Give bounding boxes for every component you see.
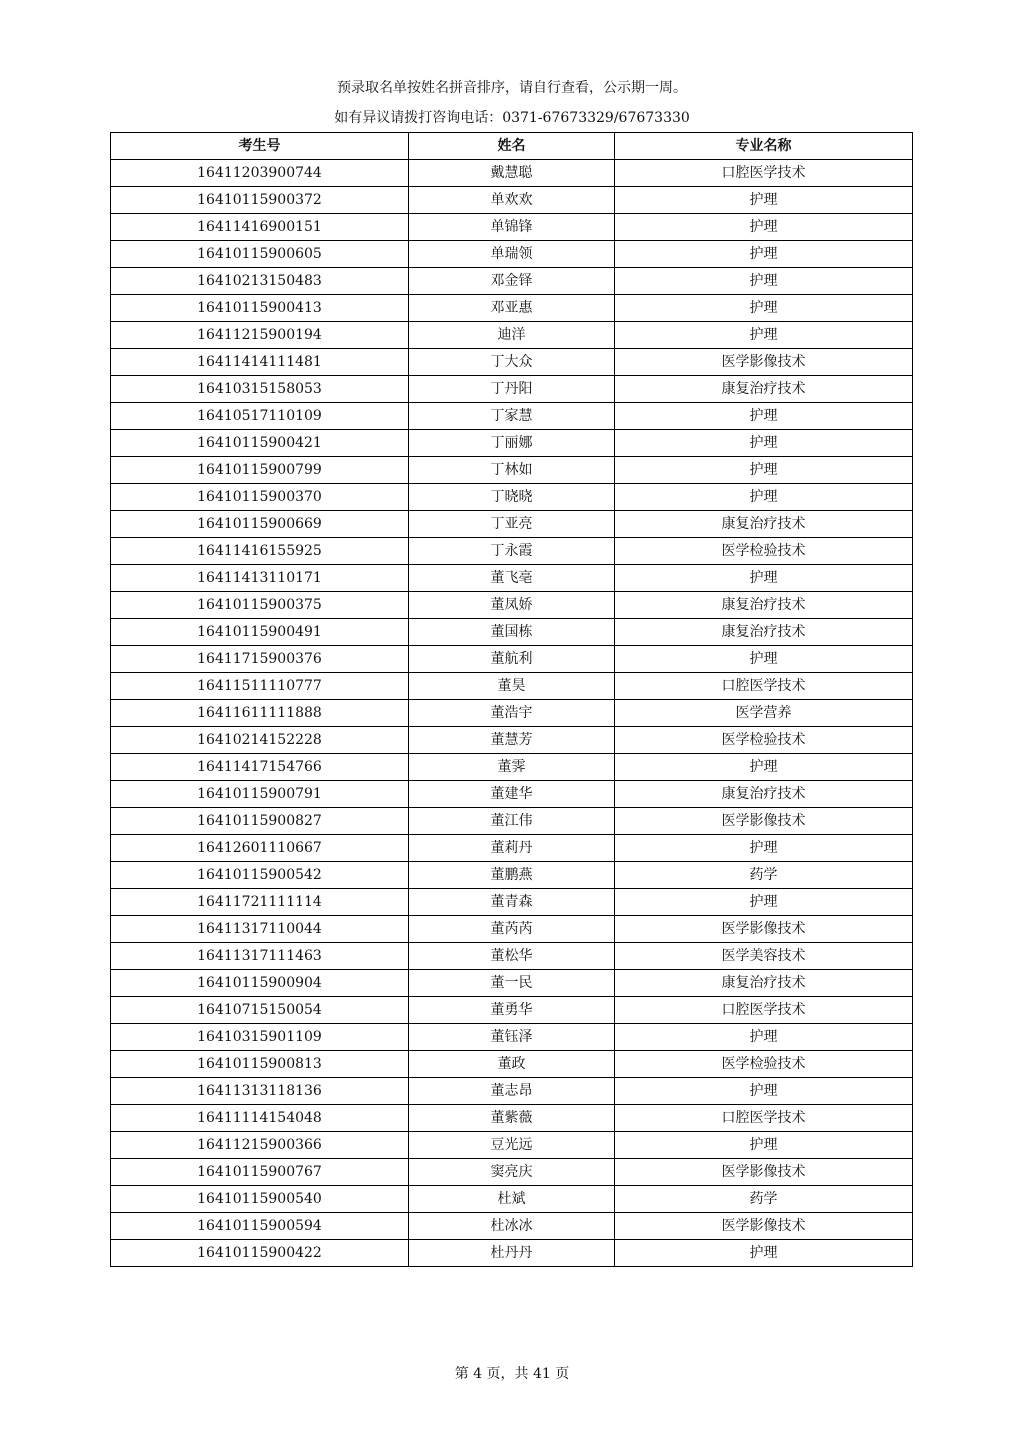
name-cell: 邓亚惠: [409, 295, 615, 322]
table-row: [111, 538, 913, 565]
name-cell: 董建华: [409, 781, 615, 808]
exam-number-cell: 16410115900421: [111, 430, 409, 457]
name-cell: 董昊: [409, 673, 615, 700]
name-cell: 董政: [409, 1051, 615, 1078]
name-cell: 董志昂: [409, 1078, 615, 1105]
exam-number-cell: 16410115900594: [111, 1213, 409, 1240]
exam-number-cell: 16410115900799: [111, 457, 409, 484]
name-cell: 董莉丹: [409, 835, 615, 862]
exam-number-cell: 16410115900413: [111, 295, 409, 322]
column-header-exam-number: 考生号: [111, 133, 409, 160]
table-row: [111, 673, 913, 700]
major-cell: 医学影像技术: [615, 349, 913, 376]
name-cell: 杜丹丹: [409, 1240, 615, 1267]
name-cell: 董勇华: [409, 997, 615, 1024]
table-row: [111, 187, 913, 214]
table-row: [111, 1105, 913, 1132]
major-cell: 护理: [615, 1078, 913, 1105]
major-cell: 药学: [615, 862, 913, 889]
name-cell: 迪洋: [409, 322, 615, 349]
table-row: [111, 1159, 913, 1186]
exam-number-cell: 16410115900375: [111, 592, 409, 619]
table-row: [111, 1132, 913, 1159]
exam-number-cell: 16411413110171: [111, 565, 409, 592]
exam-number-cell: 16410115900605: [111, 241, 409, 268]
major-cell: 医学影像技术: [615, 916, 913, 943]
exam-number-cell: 16410115900791: [111, 781, 409, 808]
table-body: [111, 160, 913, 1267]
major-cell: 口腔医学技术: [615, 673, 913, 700]
exam-number-cell: 16411114154048: [111, 1105, 409, 1132]
exam-number-cell: 16410315158053: [111, 376, 409, 403]
major-cell: 医学美容技术: [615, 943, 913, 970]
table-row: [111, 511, 913, 538]
name-cell: 董航利: [409, 646, 615, 673]
exam-number-cell: 16410115900422: [111, 1240, 409, 1267]
table-row: [111, 754, 913, 781]
table-row: [111, 943, 913, 970]
table-row: [111, 403, 913, 430]
name-cell: 董霁: [409, 754, 615, 781]
exam-number-cell: 16410115900669: [111, 511, 409, 538]
name-cell: 丁林如: [409, 457, 615, 484]
table-row: [111, 808, 913, 835]
table-row: [111, 1240, 913, 1267]
major-cell: 医学影像技术: [615, 1159, 913, 1186]
name-cell: 董紫薇: [409, 1105, 615, 1132]
name-cell: 董松华: [409, 943, 615, 970]
major-cell: 医学影像技术: [615, 808, 913, 835]
major-cell: 护理: [615, 403, 913, 430]
name-cell: 窦亮庆: [409, 1159, 615, 1186]
major-cell: 护理: [615, 484, 913, 511]
exam-number-cell: 16411611111888: [111, 700, 409, 727]
major-cell: 口腔医学技术: [615, 997, 913, 1024]
name-cell: 董凤娇: [409, 592, 615, 619]
table-row: [111, 700, 913, 727]
major-cell: 医学营养: [615, 700, 913, 727]
name-cell: 董青森: [409, 889, 615, 916]
major-cell: 护理: [615, 889, 913, 916]
name-cell: 单欢欢: [409, 187, 615, 214]
column-header-name: 姓名: [409, 133, 615, 160]
major-cell: 护理: [615, 430, 913, 457]
exam-number-cell: 16410115900372: [111, 187, 409, 214]
major-cell: 护理: [615, 322, 913, 349]
exam-number-cell: 16412601110667: [111, 835, 409, 862]
name-cell: 董一民: [409, 970, 615, 997]
exam-number-cell: 16411313118136: [111, 1078, 409, 1105]
major-cell: 护理: [615, 1132, 913, 1159]
major-cell: 医学影像技术: [615, 1213, 913, 1240]
exam-number-cell: 16410715150054: [111, 997, 409, 1024]
exam-number-cell: 16411417154766: [111, 754, 409, 781]
major-cell: 护理: [615, 187, 913, 214]
table-row: [111, 241, 913, 268]
name-cell: 杜斌: [409, 1186, 615, 1213]
table-row: [111, 322, 913, 349]
exam-number-cell: 16410115900542: [111, 862, 409, 889]
table-row: [111, 781, 913, 808]
name-cell: 豆光远: [409, 1132, 615, 1159]
name-cell: 董国栋: [409, 619, 615, 646]
exam-number-cell: 16411721111114: [111, 889, 409, 916]
table-row: [111, 376, 913, 403]
exam-number-cell: 16411215900366: [111, 1132, 409, 1159]
exam-number-cell: 16411715900376: [111, 646, 409, 673]
name-cell: 丁家慧: [409, 403, 615, 430]
major-cell: 护理: [615, 214, 913, 241]
column-header-major: 专业名称: [615, 133, 913, 160]
exam-number-cell: 16411414111481: [111, 349, 409, 376]
major-cell: 药学: [615, 1186, 913, 1213]
major-cell: 护理: [615, 241, 913, 268]
name-cell: 杜冰冰: [409, 1213, 615, 1240]
table-row: [111, 430, 913, 457]
exam-number-cell: 16410213150483: [111, 268, 409, 295]
name-cell: 单锦锋: [409, 214, 615, 241]
name-cell: 董芮芮: [409, 916, 615, 943]
major-cell: 口腔医学技术: [615, 1105, 913, 1132]
table-row: [111, 160, 913, 187]
name-cell: 丁大众: [409, 349, 615, 376]
name-cell: 董钰泽: [409, 1024, 615, 1051]
major-cell: 护理: [615, 646, 913, 673]
table-row: [111, 619, 913, 646]
name-cell: 丁永霞: [409, 538, 615, 565]
name-cell: 董浩宇: [409, 700, 615, 727]
exam-number-cell: 16411511110777: [111, 673, 409, 700]
table-header-row: [111, 133, 913, 160]
table-row: [111, 1213, 913, 1240]
admission-list-table: [110, 132, 913, 1267]
table-row: [111, 592, 913, 619]
major-cell: 康复治疗技术: [615, 511, 913, 538]
table-row: [111, 1051, 913, 1078]
name-cell: 董江伟: [409, 808, 615, 835]
exam-number-cell: 16410214152228: [111, 727, 409, 754]
table-row: [111, 1078, 913, 1105]
name-cell: 丁亚亮: [409, 511, 615, 538]
major-cell: 护理: [615, 457, 913, 484]
major-cell: 康复治疗技术: [615, 781, 913, 808]
table-row: [111, 646, 913, 673]
exam-number-cell: 16411317111463: [111, 943, 409, 970]
table-row: [111, 295, 913, 322]
table-row: [111, 214, 913, 241]
major-cell: 医学检验技术: [615, 727, 913, 754]
major-cell: 护理: [615, 295, 913, 322]
table-row: [111, 457, 913, 484]
table-row: [111, 349, 913, 376]
table-row: [111, 862, 913, 889]
name-cell: 董鹏燕: [409, 862, 615, 889]
exam-number-cell: 16410517110109: [111, 403, 409, 430]
notice-contact-phone: 如有异议请拨打咨询电话：0371-67673329/67673330: [334, 110, 690, 126]
table-row: [111, 268, 913, 295]
name-cell: 丁晓晓: [409, 484, 615, 511]
exam-number-cell: 16410115900370: [111, 484, 409, 511]
name-cell: 邓金铎: [409, 268, 615, 295]
table-row: [111, 1186, 913, 1213]
page-number: 第 4 页，共 41 页: [454, 1366, 570, 1382]
table-row: [111, 835, 913, 862]
exam-number-cell: 16410115900813: [111, 1051, 409, 1078]
table-row: [111, 889, 913, 916]
major-cell: 医学检验技术: [615, 1051, 913, 1078]
major-cell: 护理: [615, 1024, 913, 1051]
table-row: [111, 565, 913, 592]
major-cell: 康复治疗技术: [615, 592, 913, 619]
major-cell: 护理: [615, 1240, 913, 1267]
table-row: [111, 727, 913, 754]
major-cell: 护理: [615, 754, 913, 781]
table-row: [111, 1024, 913, 1051]
major-cell: 护理: [615, 268, 913, 295]
exam-number-cell: 16410315901109: [111, 1024, 409, 1051]
name-cell: 戴慧聪: [409, 160, 615, 187]
name-cell: 丁丹阳: [409, 376, 615, 403]
table-row: [111, 916, 913, 943]
notice-sort-order: 预录取名单按姓名拼音排序，请自行查看，公示期一周。: [337, 80, 687, 96]
exam-number-cell: 16410115900540: [111, 1186, 409, 1213]
exam-number-cell: 16411317110044: [111, 916, 409, 943]
exam-number-cell: 16411416900151: [111, 214, 409, 241]
exam-number-cell: 16411203900744: [111, 160, 409, 187]
name-cell: 董飞亳: [409, 565, 615, 592]
exam-number-cell: 16410115900767: [111, 1159, 409, 1186]
major-cell: 康复治疗技术: [615, 619, 913, 646]
name-cell: 单瑞领: [409, 241, 615, 268]
name-cell: 丁丽娜: [409, 430, 615, 457]
table-row: [111, 997, 913, 1024]
major-cell: 医学检验技术: [615, 538, 913, 565]
major-cell: 康复治疗技术: [615, 970, 913, 997]
table-row: [111, 970, 913, 997]
major-cell: 护理: [615, 565, 913, 592]
exam-number-cell: 16411215900194: [111, 322, 409, 349]
exam-number-cell: 16410115900827: [111, 808, 409, 835]
exam-number-cell: 16410115900904: [111, 970, 409, 997]
exam-number-cell: 16411416155925: [111, 538, 409, 565]
major-cell: 护理: [615, 835, 913, 862]
name-cell: 董慧芳: [409, 727, 615, 754]
major-cell: 口腔医学技术: [615, 160, 913, 187]
exam-number-cell: 16410115900491: [111, 619, 409, 646]
table-row: [111, 484, 913, 511]
major-cell: 康复治疗技术: [615, 376, 913, 403]
